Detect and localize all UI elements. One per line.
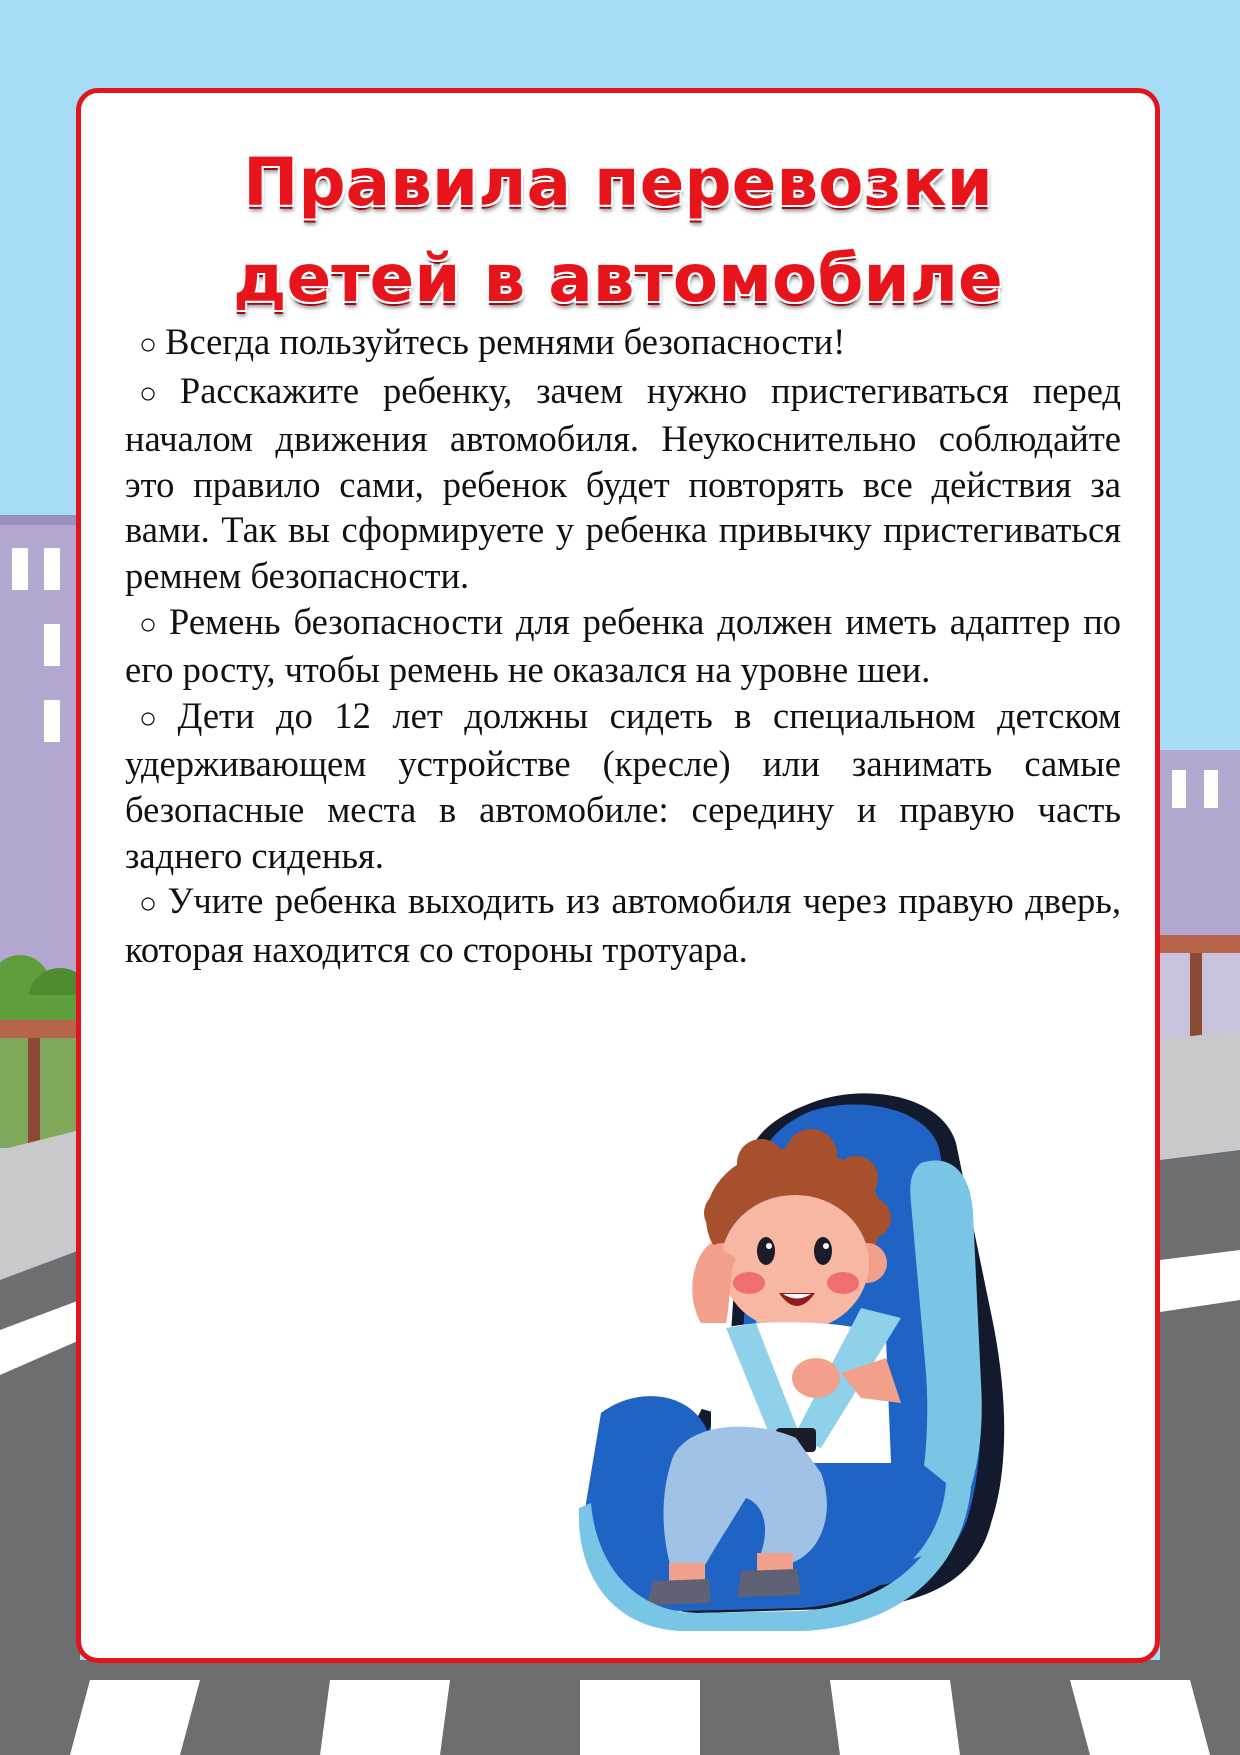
rule-item [125,878,1121,972]
info-card [76,88,1160,1663]
child-in-car-seat-icon [561,1083,1121,1643]
rule-text: Учите ребенка выходить из автомобиля через правую дверь, которая находится со стороны тротуара. [125,880,1122,970]
bullet-circle-icon: ○ [139,701,170,735]
bullet-circle-icon: ○ [139,376,172,410]
rule-text: Всегда пользуйтесь ремнями безопасности! [165,321,846,362]
rule-item [125,319,1121,368]
bullet-circle-icon: ○ [139,607,162,641]
title-line-1: Правила перевозки [243,144,993,221]
rule-text: Ремень безопасности для ребенка должен иметь адаптер по его росту, чтобы ремень не оказался на уровне шеи. [125,600,1121,691]
rule-text: Дети до 12 лет должны сидеть в специальном детском удерживающем устройстве (кресле) или занимать самые безопасные места в автомобиле: середину и правую часть заднего сиденья. [125,694,1121,876]
bullet-circle-icon: ○ [139,887,160,921]
rules-list [125,319,1121,972]
rule-item [125,693,1121,878]
page-title [81,135,1155,327]
rule-text: Расскажите ребенку, зачем нужно пристегиваться перед началом движения автомобиля. Неукоснительно соблюдайте это правило сами, ребенок будет повторять все действия за вами. Так вы сформируете у ребенка привычку пристегиваться ремнем безопасности. [125,369,1121,596]
title-line-2: детей в автомобиле [233,240,1003,317]
rule-item [125,599,1121,693]
bullet-circle-icon: ○ [139,328,158,361]
rule-item [125,368,1121,599]
